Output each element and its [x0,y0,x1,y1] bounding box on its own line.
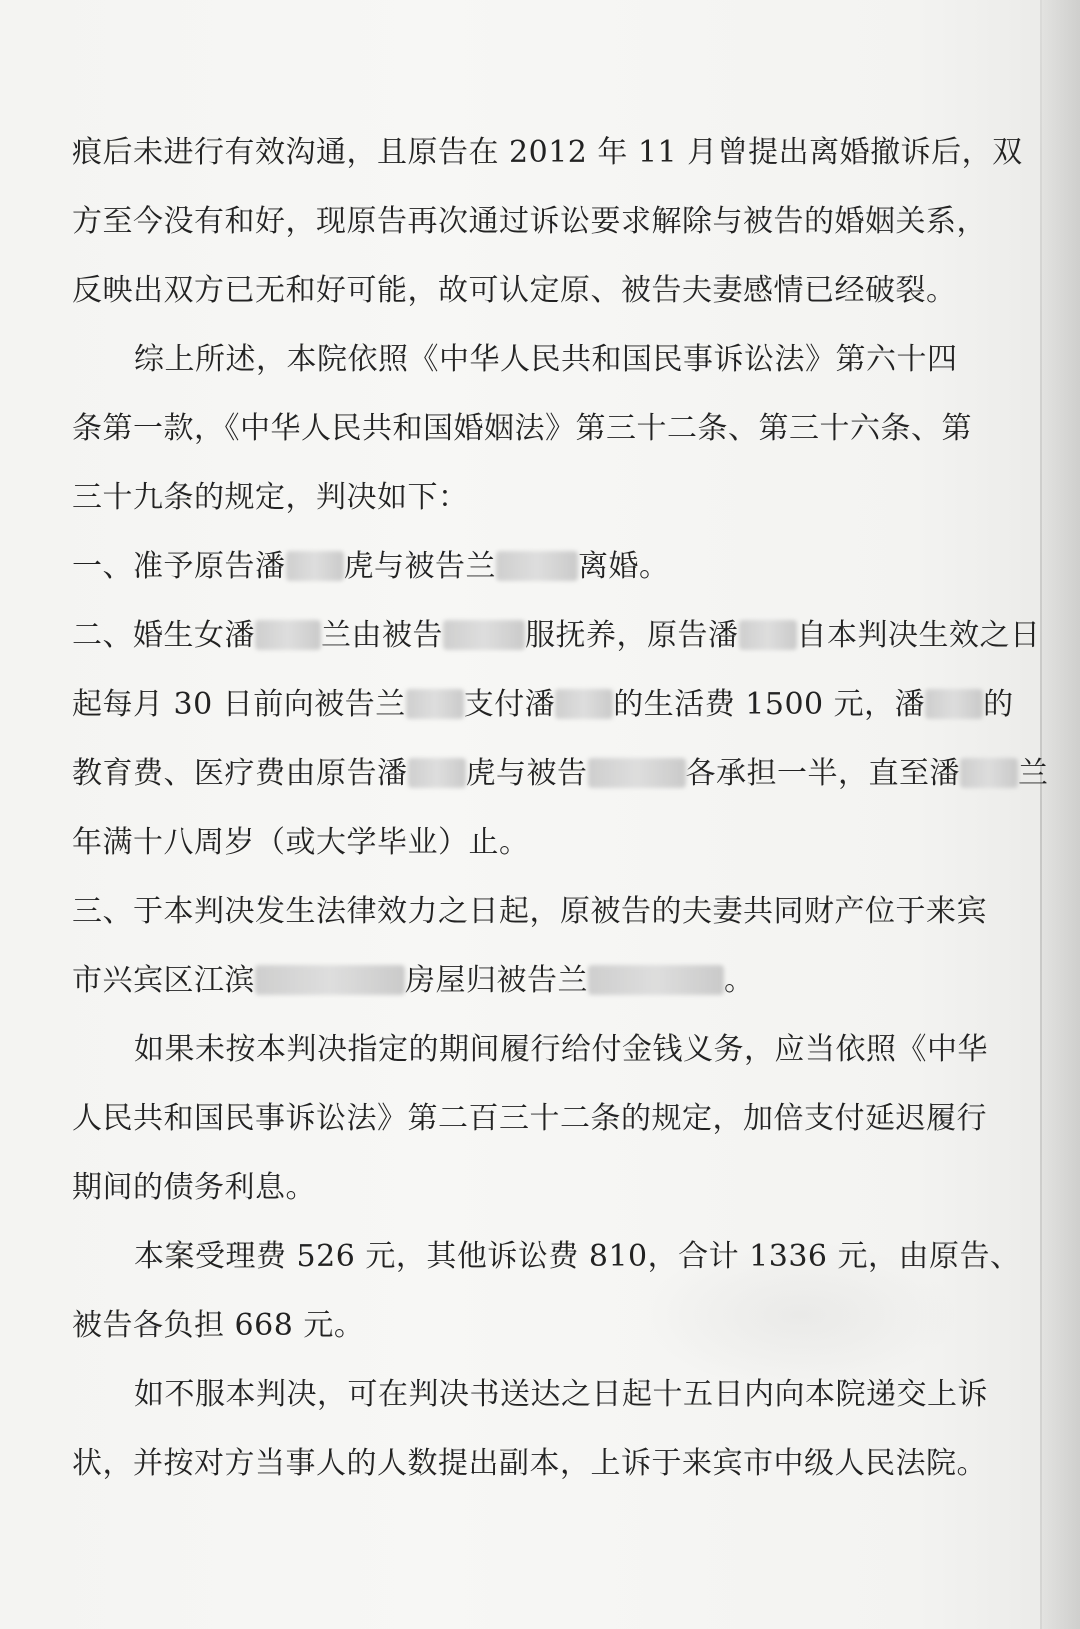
text-line: 条第一款，《中华人民共和国婚姻法》第三十二条、第三十六条、第 [72,411,972,446]
redacted-name [925,689,983,719]
text-line: 痕后未进行有效沟通，且原告在 2012 年 11 月曾提出离婚撤诉后，双 [72,135,1023,170]
judgment-item-3: 三、于本判决发生法律效力之日起，原被告的夫妻共同财产位于来宾 [72,894,987,929]
text-segment: 兰 [1018,756,1049,791]
text-line: 如果未按本判决指定的期间履行给付金钱义务，应当依照《中华 [134,1032,988,1067]
text-segment: 市兴宾区江滨 [72,963,255,998]
text-line: 反映出双方已无和好可能，故可认定原、被告夫妻感情已经破裂。 [72,273,957,308]
text-segment: 兰由被告 [321,618,443,653]
judgment-item-1 [72,532,1007,601]
text-line: 本案受理费 526 元，其他诉讼费 810，合计 1336 元，由原告、 [134,1239,1021,1274]
text-line: 期间的债务利息。 [72,1170,316,1205]
redacted-name [739,620,797,650]
text-segment: 自本判决生效之日 [796,618,1041,653]
text-line: 如不服本判决，可在判决书送达之日起十五日内向本院递交上诉 [134,1377,988,1412]
text-line: 三十九条的规定，判决如下： [72,480,469,515]
text-line [72,670,1014,739]
text-line: 方至今没有和好，现原告再次通过诉讼要求解除与被告的婚姻关系， [72,204,987,239]
text-segment: 支付潘 [463,687,556,722]
text-segment: 服抚养，原告潘 [525,618,739,653]
text-line: 状，并按对方当事人的人数提出副本，上诉于来宾市中级人民法院。 [72,1446,987,1481]
page-edge-shadow [1042,0,1080,1629]
text-segment: 教育费、医疗费由原告潘 [72,756,408,791]
text-line: 综上所述，本院依照《中华人民共和国民事诉讼法》第六十四 [134,342,958,377]
text-line: 人民共和国民事诉讼法》第二百三十二条的规定，加倍支付延迟履行 [72,1101,987,1136]
text-segment: 的 [983,687,1014,722]
text-segment: 一、准予原告潘 [72,549,286,584]
text-segment: 。 [724,963,755,998]
text-line [72,946,1007,1015]
judgment-text [72,118,1049,1498]
text-segment: 的生活费 1500 元，潘 [613,687,926,722]
redacted-name [588,758,686,788]
text-segment: 起每月 30 日前向被告兰 [72,687,406,722]
redacted-name [408,758,466,788]
redacted-name [496,551,578,581]
redacted-address [255,965,405,995]
redacted-name [555,689,613,719]
text-segment: 房屋归被告兰 [405,963,588,998]
text-line [72,739,1049,808]
text-segment: 二、婚生女潘 [72,618,255,653]
text-segment: 离婚。 [578,549,670,584]
page-fold-line [1040,0,1042,1629]
text-line: 被告各负担 668 元。 [72,1308,365,1343]
redacted-name [286,551,344,581]
redacted-name [588,965,724,995]
text-line: 年满十八周岁（或大学毕业）止。 [72,825,530,860]
redacted-name [443,620,525,650]
judgment-item-2 [72,601,1041,670]
text-segment: 各承担一半，直至潘 [685,756,960,791]
redacted-name [406,689,464,719]
text-segment: 虎与被告 [465,756,588,791]
redacted-name [960,758,1018,788]
redacted-name [255,620,321,650]
text-segment: 虎与被告兰 [343,549,496,584]
